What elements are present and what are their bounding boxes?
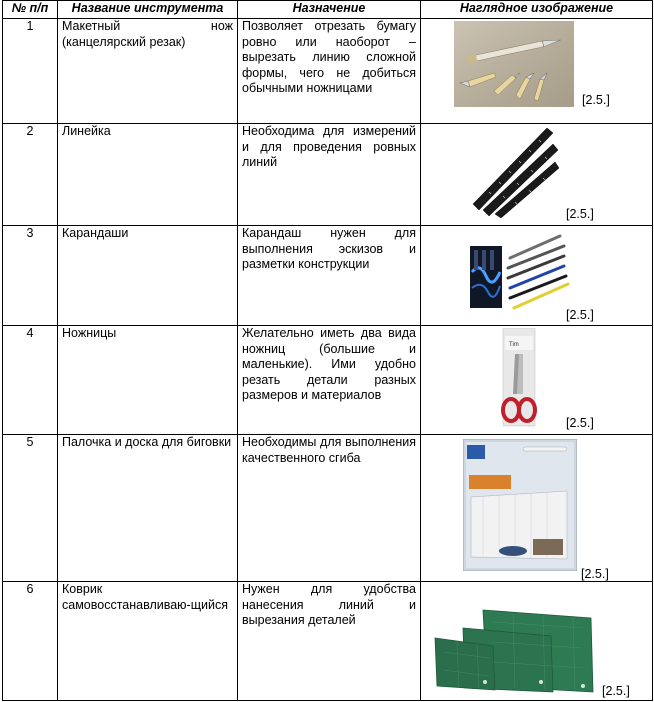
row-num: 1 xyxy=(3,19,58,124)
image-reference: [2.5.] xyxy=(566,308,594,322)
row-purpose: Необходима для измерений и для проведения ровных линий xyxy=(238,124,421,226)
row-name: Коврик самовосстанавливаю-щийся xyxy=(58,582,238,701)
row-name: Карандаши xyxy=(58,226,238,326)
scissors-icon xyxy=(501,328,537,428)
row-purpose: Желательно иметь два вида ножниц (большие и маленькие). Ими удобно резать детали разных размеров и материалов xyxy=(238,326,421,435)
row-num: 5 xyxy=(3,435,58,582)
craft-knife-set-icon xyxy=(454,21,574,107)
scoring-board-icon xyxy=(463,439,577,571)
row-image-cell xyxy=(421,19,653,124)
table-row xyxy=(3,19,653,124)
table-row xyxy=(3,326,653,435)
row-image-cell xyxy=(421,582,653,701)
table-row xyxy=(3,435,653,582)
rulers-icon xyxy=(469,126,561,218)
tools-table xyxy=(2,0,653,701)
row-name: Линейка xyxy=(58,124,238,226)
header-image: Наглядное изображение xyxy=(421,1,653,19)
image-reference: [2.5.] xyxy=(566,207,594,221)
table-row xyxy=(3,226,653,326)
row-name: Ножницы xyxy=(58,326,238,435)
table-row xyxy=(3,124,653,226)
row-image-cell xyxy=(421,124,653,226)
svg-text:Tim: Tim xyxy=(509,342,519,348)
row-purpose: Необходимы для выполнения качественного сгиба xyxy=(238,435,421,582)
row-name-part: нож xyxy=(210,19,233,33)
row-name-part: (канцелярский резак) xyxy=(62,34,186,49)
header-num: № п/п xyxy=(3,1,58,19)
row-name-part: Макетный xyxy=(62,19,121,33)
row-image-cell xyxy=(421,226,653,326)
cutting-mat-icon xyxy=(433,602,595,694)
row-name: Палочка и доска для биговки xyxy=(58,435,238,582)
row-purpose: Позволяет отрезать бумагу ровно или наоборот – вырезать линию сложной формы, чего не добиться обычными ножницами xyxy=(238,19,421,124)
image-reference: [2.5.] xyxy=(581,567,609,581)
row-image-cell xyxy=(421,326,653,435)
table-row xyxy=(3,582,653,701)
row-purpose: Нужен для удобства нанесения линий и вырезания деталей xyxy=(238,582,421,701)
header-purpose: Назначение xyxy=(238,1,421,19)
pencils-icon xyxy=(470,232,570,312)
row-purpose: Карандаш нужен для выполнения эскизов и разметки конструкции xyxy=(238,226,421,326)
row-num: 6 xyxy=(3,582,58,701)
image-reference: [2.5.] xyxy=(602,684,630,698)
image-reference: [2.5.] xyxy=(566,416,594,430)
row-name xyxy=(58,19,238,124)
row-image-cell xyxy=(421,435,653,582)
row-num: 2 xyxy=(3,124,58,226)
header-row xyxy=(3,1,653,19)
image-reference: [2.5.] xyxy=(582,93,610,107)
row-num: 4 xyxy=(3,326,58,435)
row-num: 3 xyxy=(3,226,58,326)
header-name: Название инструмента xyxy=(58,1,238,19)
